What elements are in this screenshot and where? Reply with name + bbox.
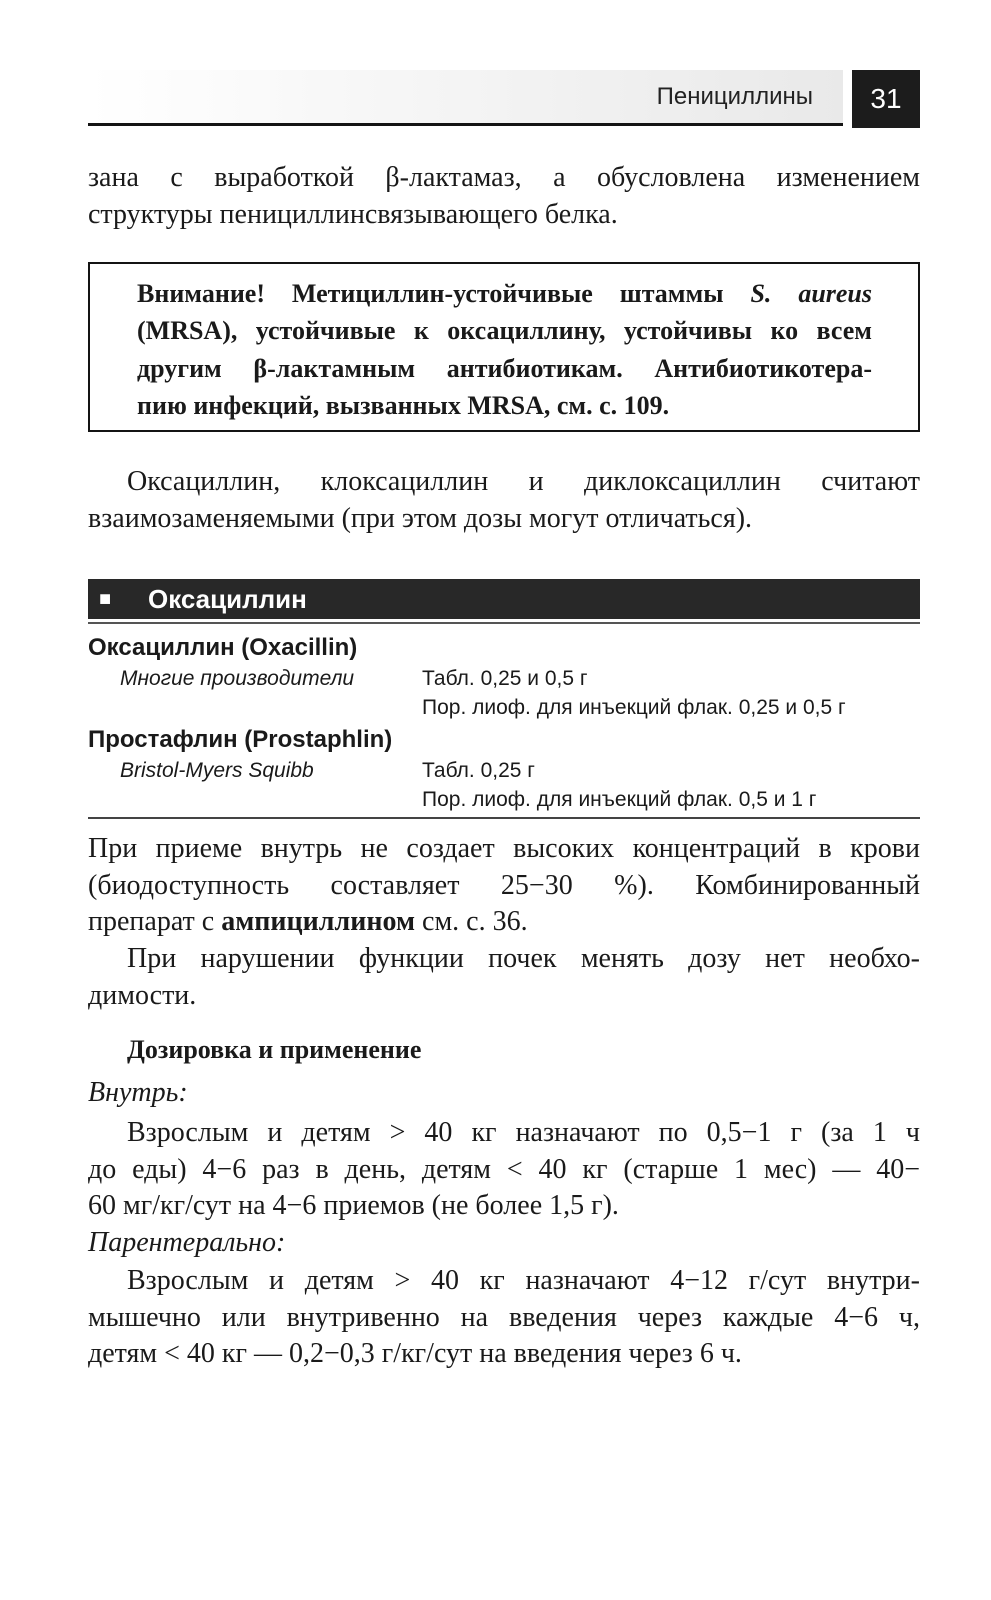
drug-row	[88, 785, 920, 814]
text-line: взаимозаменяемыми (при этом дозы могут отличаться).	[88, 502, 753, 534]
chapter-title: Пенициллины	[656, 83, 813, 110]
text-line	[88, 904, 920, 941]
drug-entry	[88, 724, 920, 814]
drug-name: Оксациллин (Oxacillin)	[88, 634, 358, 661]
parenteral-dosage-paragraph	[88, 1263, 920, 1373]
section-header	[88, 579, 920, 619]
text-line: детям < 40 кг — 0,2−0,3 г/кг/сут на введения через 6 ч.	[88, 1338, 742, 1369]
text-line: димости.	[88, 979, 197, 1011]
drug-entry	[88, 632, 920, 722]
drug-row	[88, 664, 920, 693]
dosage-form: Табл. 0,25 г	[422, 759, 535, 782]
drug-reference: ампициллином	[221, 906, 416, 937]
drug-row	[88, 756, 920, 785]
dosage-heading: Дозировка и применение	[127, 1035, 422, 1064]
text-fragment: препарат с	[88, 906, 222, 937]
dosage-form: Табл. 0,25 и 0,5 г	[422, 667, 588, 690]
warning-box	[88, 262, 920, 432]
dosage-form: Пор. лиоф. для инъекций флак. 0,5 и 1 г	[422, 788, 817, 811]
dosage-form: Пор. лиоф. для инъекций флак. 0,25 и 0,5 г	[422, 696, 846, 719]
running-header	[88, 70, 843, 126]
manufacturer: Многие производители	[120, 667, 355, 690]
section-rule	[88, 622, 920, 624]
warning-line: (MRSA), устойчивые к оксациллину, устойчивы ко всем	[137, 316, 872, 346]
warning-line: другим β-лактамным антибиотикам. Антибиотикотера-	[137, 353, 872, 383]
parenteral-route-label: Парентерально:	[88, 1227, 286, 1258]
oral-note-paragraph	[88, 831, 920, 941]
text-line: мышечно или внутривенно на введения через каждые 4−6 ч,	[88, 1301, 920, 1333]
manufacturer: Bristol-Myers Squibb	[120, 759, 314, 782]
drug-list-rule	[88, 817, 920, 819]
text-line: Оксациллин, клоксациллин и диклоксациллин считают	[127, 466, 920, 497]
warning-line: пию инфекций, вызванных MRSA, см. с. 109.	[137, 390, 670, 420]
drug-row	[88, 693, 920, 722]
oral-dosage-paragraph	[88, 1115, 920, 1225]
warning-line	[137, 275, 872, 312]
section-marker-icon: ■	[99, 588, 112, 610]
text-line: до еды) 4−6 раз в день, детям < 40 кг (старше 1 мес) — 40−	[88, 1153, 920, 1185]
page-number: 31	[852, 70, 920, 128]
text-line: зана с выработкой β-лактамаз, а обусловлена изменением	[88, 162, 920, 193]
warning-text: Внимание! Метициллин-устойчивые штаммы	[137, 279, 751, 308]
text-line: Взрослым и детям > 40 кг назначают 4−12 г/сут внутри-	[127, 1265, 920, 1296]
intro-paragraph	[88, 160, 920, 233]
species-name: S. aureus	[750, 279, 873, 308]
text-line: 60 мг/кг/сут на 4−6 приемов (не более 1,5 г).	[88, 1190, 619, 1221]
text-line: (биодоступность составляет 25−30 %). Комбинированный	[88, 869, 920, 901]
drug-name: Простафлин (Prostaphlin)	[88, 726, 393, 753]
text-line: При приеме внутрь не создает высоких концентраций в крови	[88, 833, 920, 864]
text-line: Взрослым и детям > 40 кг назначают по 0,5−1 г (за 1 ч	[127, 1117, 920, 1148]
renal-note-paragraph	[88, 941, 920, 1014]
text-line: При нарушении функции почек менять дозу нет необхо-	[127, 943, 920, 974]
section-title: Оксациллин	[148, 584, 307, 614]
oral-route-label: Внутрь:	[88, 1077, 188, 1108]
interchangeable-paragraph	[88, 464, 920, 537]
text-line: структуры пенициллинсвязывающего белка.	[88, 198, 618, 230]
text-fragment: см. с. 36.	[415, 906, 528, 937]
